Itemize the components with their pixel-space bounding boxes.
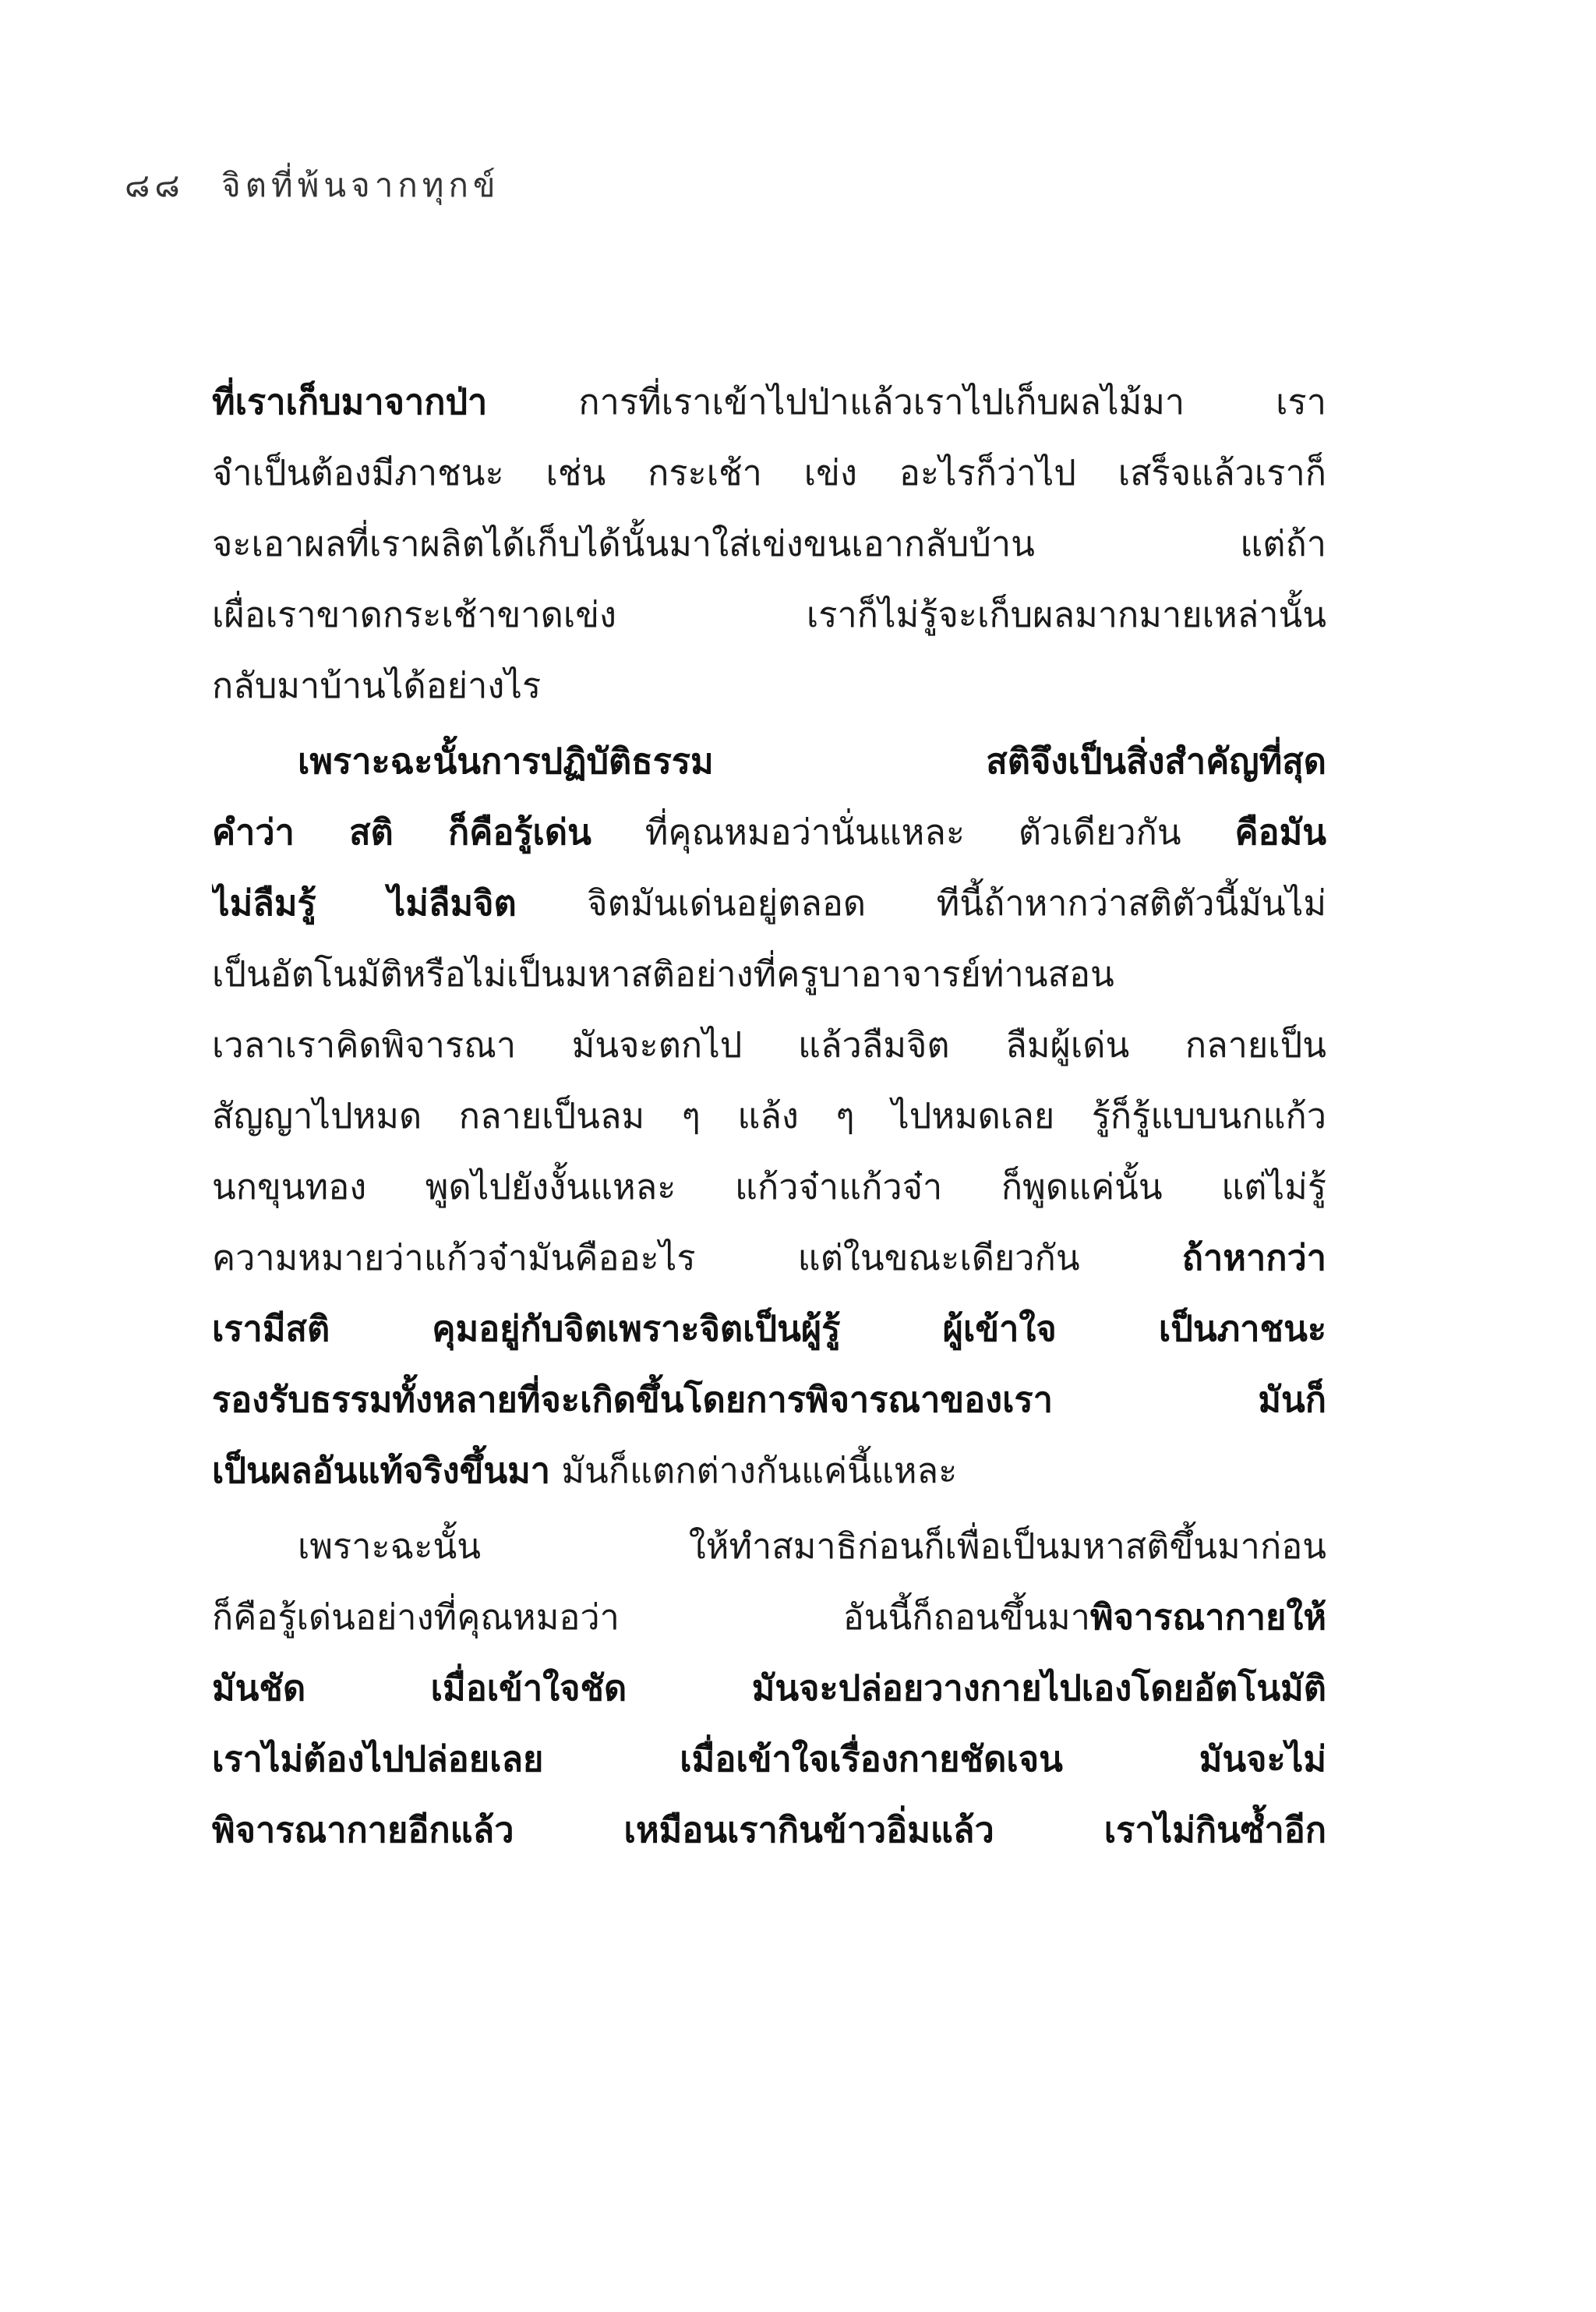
page-number: ๘๘ bbox=[125, 166, 185, 204]
text-line bbox=[212, 650, 1326, 721]
text-line bbox=[212, 1009, 1326, 1080]
text-segment: เป็นอัตโนมัติหรือไม่เป็นมหาสติอย่างที่ครูบาอาจารย์ท่านสอน bbox=[212, 953, 1114, 995]
bold-text: มันชัด เมื่อเข้าใจชัด มันจะปล่อยวางกายไปเองโดยอัตโนมัติ bbox=[212, 1667, 1326, 1709]
book-title: จิตที่พ้นจากทุกข์ bbox=[221, 166, 500, 204]
text-segment: ที่คุณหมอว่านั่นแหละ ตัวเดียวกัน bbox=[591, 811, 1235, 853]
bold-text: เป็นผลอันแท้จริงขึ้นมา bbox=[212, 1450, 551, 1491]
bold-text: รองรับธรรมทั้งหลายที่จะเกิดขึ้นโดยการพิจารณาของเรา มันก็ bbox=[212, 1379, 1326, 1420]
text-line bbox=[212, 1293, 1326, 1364]
text-line bbox=[212, 1794, 1326, 1865]
text-segment: กลับมาบ้านได้อย่างไร bbox=[212, 665, 542, 706]
text-segment: มันก็แตกต่างกันแค่นี้แหละ bbox=[550, 1450, 958, 1491]
bold-text: ที่เราเก็บมาจากป่า bbox=[212, 381, 488, 422]
text-line bbox=[212, 1653, 1326, 1723]
text-segment: เวลาเราคิดพิจารณา มันจะตกไป แล้วลืมจิต ลืมผู้เด่น กลายเป็น bbox=[212, 1024, 1326, 1066]
text-line bbox=[212, 1080, 1326, 1151]
text-line bbox=[212, 366, 1326, 437]
bold-text: ถ้าหากว่า bbox=[1181, 1237, 1326, 1278]
text-line bbox=[212, 868, 1326, 939]
text-segment: เพราะฉะนั้น ให้ทำสมาธิก่อนก็เพื่อเป็นมหาสติขึ้นมาก่อน bbox=[298, 1525, 1326, 1567]
text-segment: จำเป็นต้องมีภาชนะ เช่น กระเช้า เข่ง อะไรก็ว่าไป เสร็จแล้วเราก็ bbox=[212, 452, 1326, 493]
text-line bbox=[212, 726, 1326, 797]
text-line bbox=[212, 939, 1326, 1009]
text-line bbox=[212, 1511, 1326, 1582]
text-line bbox=[212, 1435, 1326, 1506]
text-line bbox=[212, 1582, 1326, 1653]
bold-text: เรามีสติ คุมอยู่กับจิตเพราะจิตเป็นผู้รู้ ผู้เข้าใจ เป็นภาชนะ bbox=[212, 1308, 1326, 1349]
text-line bbox=[212, 1364, 1326, 1435]
bold-text: พิจารณากายอีกแล้ว เหมือนเรากินข้าวอิ่มแล้ว เราไม่กินซ้ำอีก bbox=[212, 1809, 1326, 1851]
running-header bbox=[125, 160, 500, 211]
text-line bbox=[212, 797, 1326, 868]
body-text bbox=[212, 366, 1326, 1865]
text-line bbox=[212, 1222, 1326, 1293]
text-line bbox=[212, 1723, 1326, 1794]
text-segment: จิตมันเด่นอยู่ตลอด ทีนี้ถ้าหากว่าสติตัวนี้มันไม่ bbox=[516, 882, 1326, 924]
bold-text: คือมัน bbox=[1234, 811, 1326, 853]
text-line bbox=[212, 579, 1326, 650]
bold-text: ไม่ลืมรู้ ไม่ลืมจิต bbox=[212, 882, 517, 924]
text-segment: นกขุนทอง พูดไปยังงั้นแหละ แก้วจ๋าแก้วจ๋า ก็พูดแค่นั้น แต่ไม่รู้ bbox=[212, 1166, 1326, 1207]
text-segment: จะเอาผลที่เราผลิตได้เก็บได้นั้นมาใส่เข่งขนเอากลับบ้าน แต่ถ้า bbox=[212, 523, 1326, 564]
bold-text: เราไม่ต้องไปปล่อยเลย เมื่อเข้าใจเรื่องกายชัดเจน มันจะไม่ bbox=[212, 1738, 1326, 1780]
bold-text: คำว่า สติ ก็คือรู้เด่น bbox=[212, 811, 591, 853]
text-line bbox=[212, 508, 1326, 579]
bold-text: เพราะฉะนั้นการปฏิบัติธรรม สติจึงเป็นสิ่งสำคัญที่สุด bbox=[298, 741, 1326, 782]
text-segment: เผื่อเราขาดกระเช้าขาดเข่ง เราก็ไม่รู้จะเก็บผลมากมายเหล่านั้น bbox=[212, 594, 1326, 635]
text-segment: ความหมายว่าแก้วจ๋ามันคืออะไร แต่ในขณะเดียวกัน bbox=[212, 1237, 1182, 1278]
text-segment: ก็คือรู้เด่นอย่างที่คุณหมอว่า อันนี้ก็ถอนขึ้นมา bbox=[212, 1596, 1090, 1638]
text-line bbox=[212, 437, 1326, 508]
text-segment: การที่เราเข้าไปป่าแล้วเราไปเก็บผลไม้มา เรา bbox=[487, 381, 1326, 422]
bold-text: พิจารณากายให้ bbox=[1089, 1596, 1326, 1638]
text-line bbox=[212, 1151, 1326, 1222]
text-segment: สัญญาไปหมด กลายเป็นลม ๆ แล้ง ๆ ไปหมดเลย รู้ก็รู้แบบนกแก้ว bbox=[212, 1095, 1326, 1137]
